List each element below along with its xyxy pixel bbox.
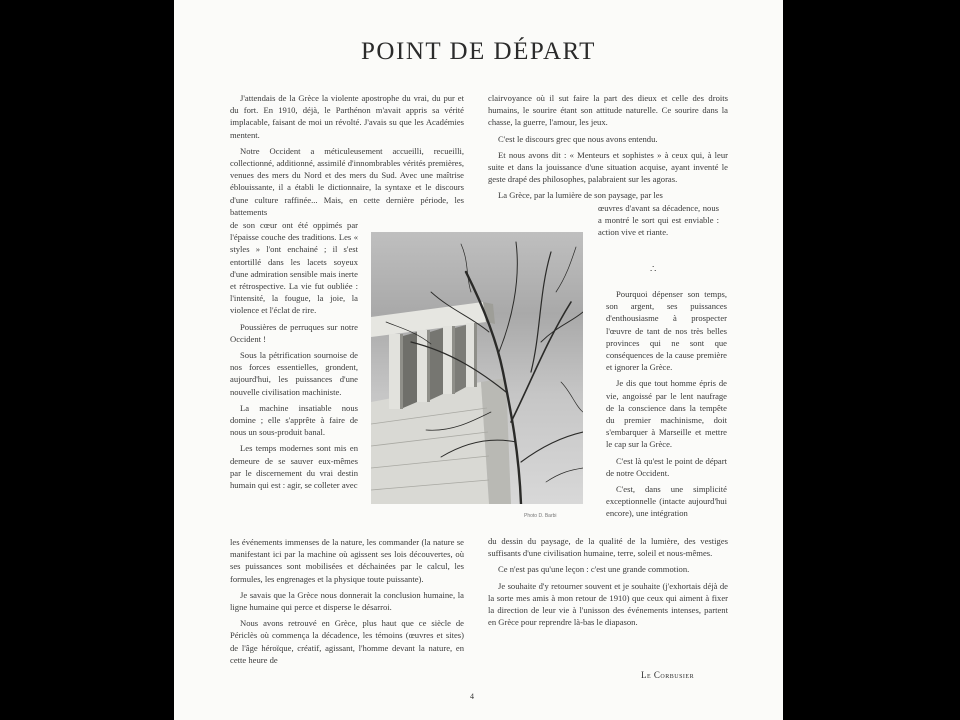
paragraph: La machine insatiable nous domine ; elle s'apprête à faire de nous un sous-produit banal. bbox=[230, 402, 358, 438]
paragraph: du dessin du paysage, de la qualité de la lumière, des vestiges suffisants d'une civilisation humaine, terre, soleil et nous-mêmes. bbox=[488, 536, 728, 559]
paragraph: Poussières de perruques sur notre Occident ! bbox=[230, 321, 358, 344]
author-signature: Le Corbusier bbox=[641, 670, 695, 680]
paragraph: Je savais que la Grèce nous donnerait la conclusion humaine, la ligne humaine qui perce et disperse le désarroi. bbox=[230, 589, 464, 613]
photo-caption: Photo D. Barbi bbox=[524, 513, 557, 519]
paragraph: clairvoyance où il sut faire la part des dieux et celle des droits humains, le sourire étant son attitude naturelle. Ce sourire dans la chasse, la guerre, l'amour, les jeux. bbox=[488, 93, 728, 128]
paragraph: Notre Occident a méticuleusement accueilli, recueilli, collectionné, additionné, assimilé d'innombrables vérités premières, venues des mers du Nord et des mers du Sud. Avec une maîtrise éblouissante, il a établi le dictionnaire, la syntaxe et le discours d'une culture raffinée... Mais, en cette dernière période, les battements bbox=[230, 145, 464, 217]
column-1-narrow bbox=[230, 219, 358, 495]
column-2-top bbox=[488, 92, 728, 206]
column-2-mid bbox=[598, 202, 719, 243]
paragraph: Sous la pétrification sournoise de nos forces essentielles, grondent, aujourd'hui, les puissances d'une nouvelle civilisation machiniste. bbox=[230, 350, 358, 397]
paragraph: Et nous avons dit : « Menteurs et sophistes » à ceux qui, à leur suite et dans la jouissance d'une situation acquise, ayant inventé le geste drapé des philosophes, palabraient sur les agoras. bbox=[488, 149, 728, 185]
document-page bbox=[174, 0, 783, 720]
column-1-bottom bbox=[230, 536, 464, 670]
parthenon-photo bbox=[371, 232, 583, 504]
column-2-bottom bbox=[488, 535, 728, 632]
section-separator: ∴ bbox=[650, 264, 657, 275]
page-number: 4 bbox=[470, 692, 474, 701]
paragraph: Les temps modernes sont mis en demeure de se sauver eux-mêmes par le discernement du vrai destin humain qui est : agir, se colleter avec bbox=[230, 443, 358, 491]
paragraph: de son cœur ont été oppimés par l'épaisse couche des traditions. Les « styles » l'ont enchainé ; il s'est entortillé dans les lacets soyeux d'une admiration sensible mais inerte et rétrospective. La vie fut oubliée : l'intensité, la fougue, la joie, la violence et l'éclat de rire. bbox=[230, 220, 358, 316]
paragraph: Pourquoi dépenser son temps, son argent, ses puissances d'enthousiasme à prospecter l'œuvre de tant de nos très belles provinces qui ne sont que conséquences de la cause première et ignorer la Grèce. bbox=[606, 289, 727, 373]
paragraph: Je dis que tout homme épris de vie, angoissé par le lent naufrage de la conscience dans la tempête du premier machinisme, doit s'embarquer à Marseille et mettre le cap sur la Grèce. bbox=[606, 378, 727, 450]
paragraph: La Grèce, par la lumière de son paysage, par les bbox=[498, 190, 663, 201]
paragraph: Ce n'est pas qu'une leçon : c'est une grande commotion. bbox=[498, 564, 690, 575]
article-title: POINT DE DÉPART bbox=[361, 38, 596, 65]
paragraph: Nous avons retrouvé en Grèce, plus haut que ce siècle de Périclès où commença la décadence, les témoins (œuvres et sites) de l'âge héroïque, créatif, agissant, l'homme devant la nature, en cette heure de bbox=[230, 618, 464, 665]
paragraph: C'est, dans une simplicité exceptionnelle (intacte aujourd'hui encore), une intégration bbox=[606, 484, 727, 519]
paragraph: œuvres d'avant sa décadence, nous a montré le sort qui est enviable : action vive et riante. bbox=[598, 203, 719, 238]
paragraph: J'attendais de la Grèce la violente apostrophe du vrai, du pur et du fort. En 1910, déjà, le Parthénon m'avait appris sa vérité implacable, faisant de moi un révolté. J'avais su que les Académies mentent. bbox=[230, 93, 464, 140]
column-1-top bbox=[230, 92, 464, 222]
photo-illustration bbox=[371, 232, 583, 504]
paragraph: les événements immenses de la nature, les commander (la nature se manifestant ici par la machine où agissent ses lois découvertes, où ses puissances sont mobilisées et déchainées par le calcul, les formules, les engrenages et la physique toute puissante). bbox=[230, 537, 464, 584]
paragraph: C'est le discours grec que nous avons entendu. bbox=[498, 133, 658, 144]
paragraph: C'est là qu'est le point de départ de notre Occident. bbox=[606, 455, 727, 478]
column-2-narrow bbox=[606, 288, 727, 524]
paragraph: Je souhaite d'y retourner souvent et je souhaite (j'exhortais déjà de la sorte mes amis à mon retour de 1910) que ceux qui aiment à fixer la direction de leur vie à l'unisson des événements intenses, partent en Grèce pour reprendre là-bas le diapason. bbox=[488, 580, 728, 628]
